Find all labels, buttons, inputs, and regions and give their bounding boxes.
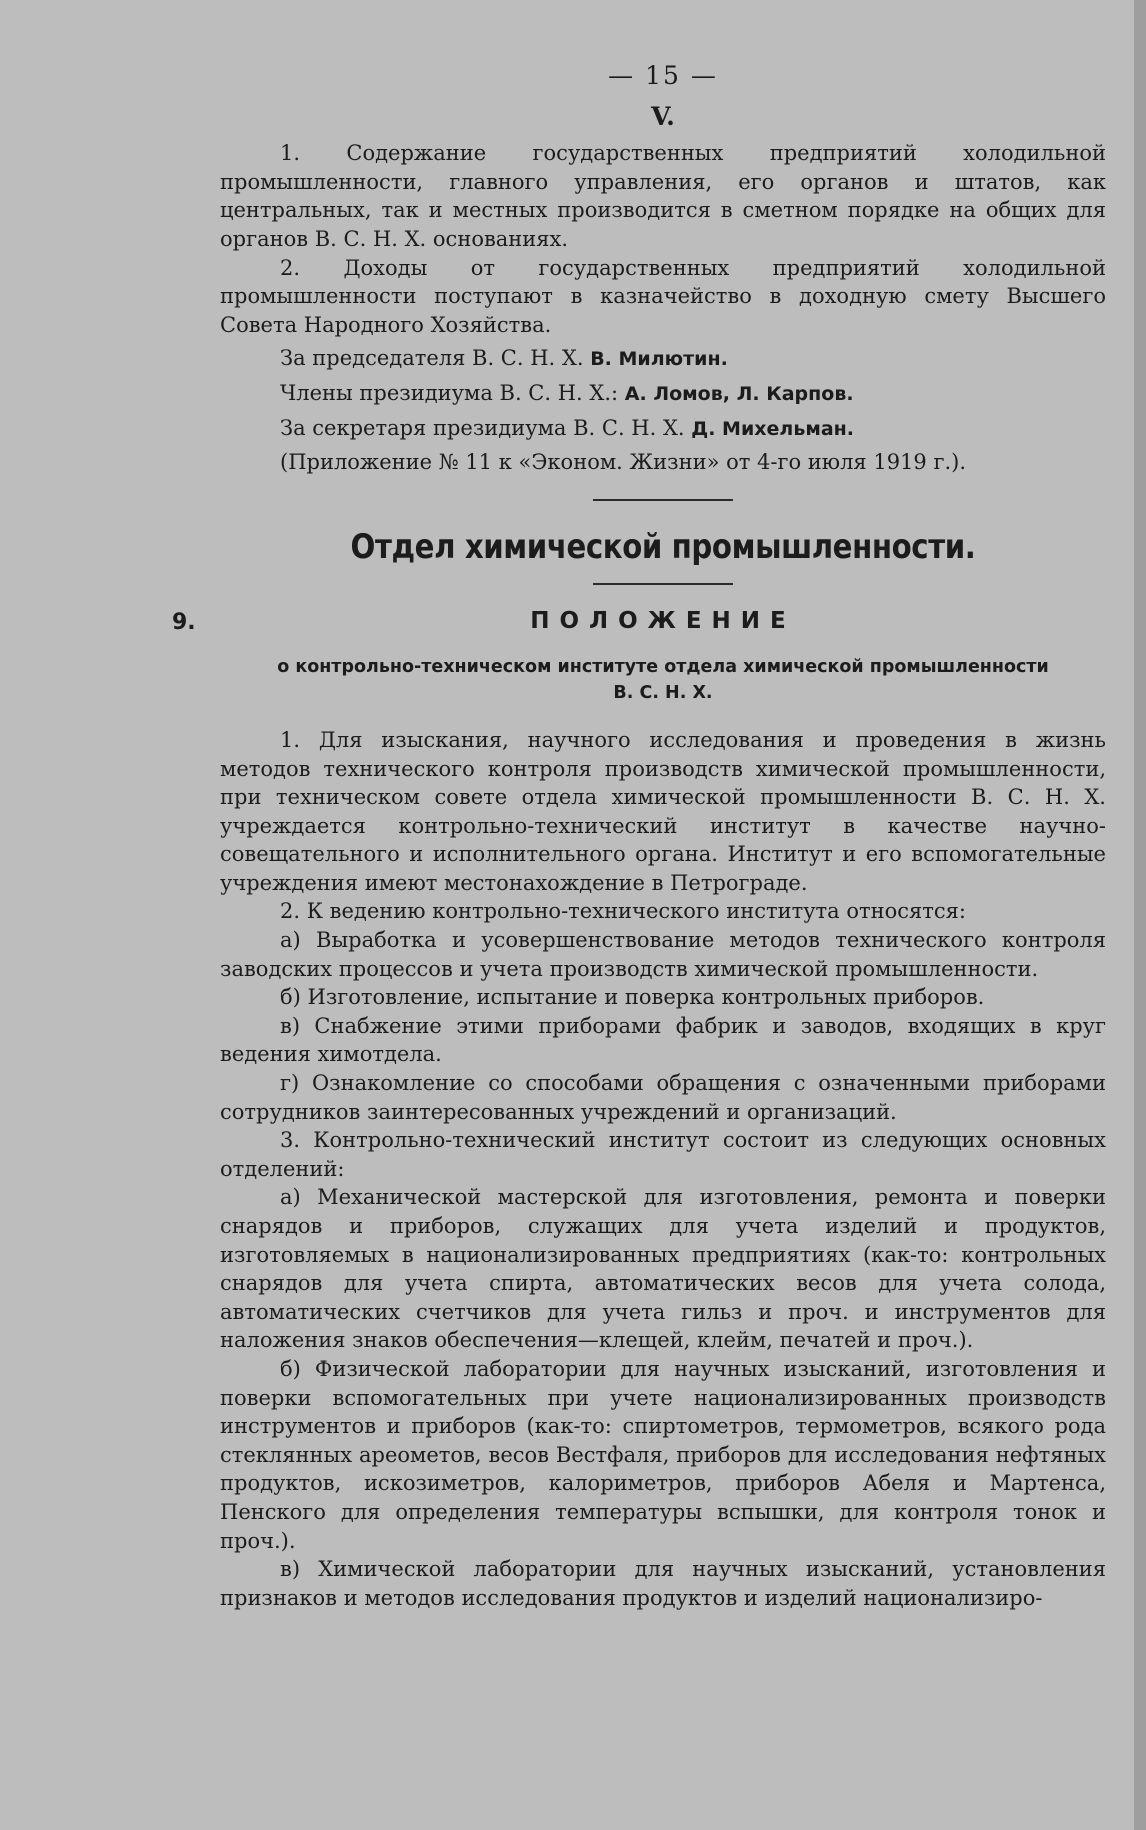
signature-presidium-names: А. Ломов, Л. Карпов.: [624, 382, 854, 405]
section-title: Отдел химической промышленности.: [350, 526, 976, 567]
document-title: ПОЛОЖЕНИЕ: [530, 608, 796, 635]
document-subtitle: [220, 654, 1106, 706]
paragraph-3b: б) Физической лаборатории для научных изысканий, изготовления и поверки вспомогательных при учете национализированных производств инструментов и приборов (как-то: спиртометров, термометров, всякого рода стеклянных ареометов, весов Вестфаля, приборов для исследования нефтяных продуктов, искозиметров, калориметров, приборов Абеля и Мартенса, Пенского для определения температуры вспышки, для контроля тонок и проч.).: [220, 1356, 1106, 1553]
signature-secretary-name: Д. Михельман.: [691, 417, 855, 440]
signature-presidium-label: Члены президиума В. С. Н. Х.:: [280, 380, 619, 405]
paragraph-v-1: 1. Содержание государственных предприятий холодильной промышленности, главного управления, его органов и штатов, как центральных, так и местных производится в сметном порядке на общих для органов В. С. Н. Х. основаниях.: [220, 141, 1106, 251]
paragraph-2v: в) Снабжение этими приборами фабрик и заводов, входящих в круг ведения химотдела.: [220, 1013, 1106, 1067]
signature-presidium: [220, 379, 1106, 409]
page-number: — 15 —: [608, 61, 718, 90]
document-heading: [172, 607, 1106, 636]
signature-chairman: [220, 344, 1106, 374]
signature-secretary: [220, 414, 1106, 444]
document-number: 9.: [172, 610, 196, 636]
paragraph-v-2: 2. Доходы от государственных предприятий холодильной промышленности поступают в казначейство в доходную смету Высшего Совета Народного Хозяйства.: [220, 255, 1106, 337]
paragraph-3v: в) Химической лаборатории для научных изысканий, установления признаков и методов исследования продуктов и изделий национализиро-: [220, 1557, 1106, 1610]
signature-chairman-name: В. Милютин.: [590, 348, 728, 371]
section-roman-numeral: V.: [651, 101, 675, 131]
paragraph-3: 3. Контрольно-технический институт состоит из следующих основных отделений:: [220, 1128, 1106, 1181]
paragraph-2b: б) Изготовление, испытание и поверка контрольных приборов.: [280, 985, 985, 1010]
page-edge-shadow: [1134, 0, 1146, 1830]
paragraph-3a: а) Механической мастерской для изготовления, ремонта и поверки снарядов и приборов, служащих для учета изделий и продуктов, изготовляемых в национализированных предприятиях (как-то: контрольных снарядов для учета спирта, автоматических весов для учета солода, автоматических счетчиков для учета гильз и проч. и инструментов для наложения знаков обеспечения—клещей, клейм, печатей и проч.).: [220, 1185, 1106, 1353]
signature-secretary-label: За секретаря президиума В. С. Н. Х.: [280, 415, 685, 440]
signature-chairman-label: За председателя В. С. Н. Х.: [280, 346, 584, 371]
paragraph-2a: а) Выработка и усовершенствование методов технического контроля заводских процессов и учета производств химической промышленности.: [220, 928, 1106, 981]
paragraph-2g: г) Ознакомление со способами обращения с означенными приборами сотрудников заинтересованных учреждений и организаций.: [220, 1071, 1106, 1124]
document-subtitle-line-1: о контрольно-техническом институте отдела химической промышленности: [277, 656, 1049, 677]
paragraph-1: 1. Для изыскания, научного исследования и проведения в жизнь методов технического контроля производств химической промышленности, при техническом совете отдела химической промышленности В. С. Н. Х. учреждается контрольно-технический институт в качестве научно-совещательного и исполнительного органа. Институт и его вспомогательные учреждения имеют местонахождение в Петрограде.: [220, 727, 1106, 895]
document-subtitle-line-2: В. С. Н. Х.: [613, 682, 713, 703]
divider-rule-bottom: [593, 583, 733, 585]
page-content: [172, 61, 1106, 1612]
source-citation: (Приложение № 11 к «Эконом. Жизни» от 4-го июля 1919 г.).: [280, 450, 967, 475]
paragraph-2: 2. К ведению контрольно-технического института относятся:: [280, 899, 966, 924]
divider-rule-top: [593, 499, 733, 501]
